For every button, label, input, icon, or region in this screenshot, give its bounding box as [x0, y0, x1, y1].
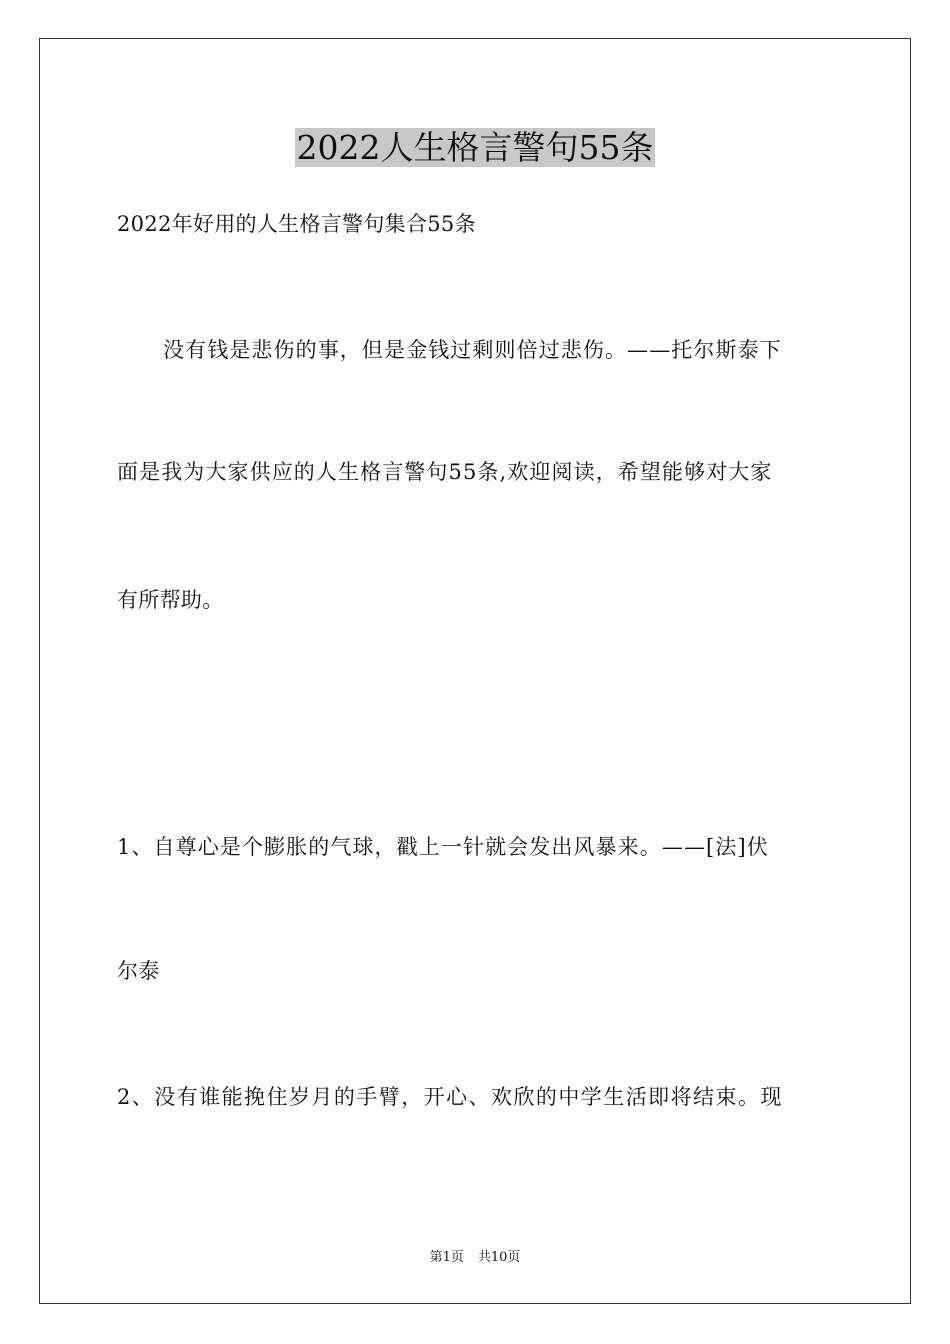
intro-line-2: 面是我为大家供应的人生格言警句55条,欢迎阅读，希望能够对大家 — [117, 460, 773, 484]
page-number-current: 第1页 — [429, 1250, 464, 1265]
quote-1-line-2: 尔泰 — [117, 959, 160, 983]
document-title-container — [0, 126, 950, 170]
document-subtitle: 2022年好用的人生格言警句集合55条 — [117, 212, 476, 236]
page-number-total: 共10页 — [477, 1250, 521, 1265]
intro-line-1: 没有钱是悲伤的事，但是金钱过剩则倍过悲伤。——托尔斯泰下 — [163, 338, 782, 362]
document-title: 2022人生格言警句55条 — [296, 128, 654, 167]
quote-2-line-1: 2、没有谁能挽住岁月的手臂，开心、欢欣的中学生活即将结束。现 — [117, 1085, 783, 1109]
intro-line-3: 有所帮助。 — [117, 588, 224, 612]
page-footer — [0, 1246, 950, 1265]
quote-1-line-1: 1、自尊心是个膨胀的气球，戳上一针就会发出风暴来。——[法]伏 — [117, 835, 769, 859]
